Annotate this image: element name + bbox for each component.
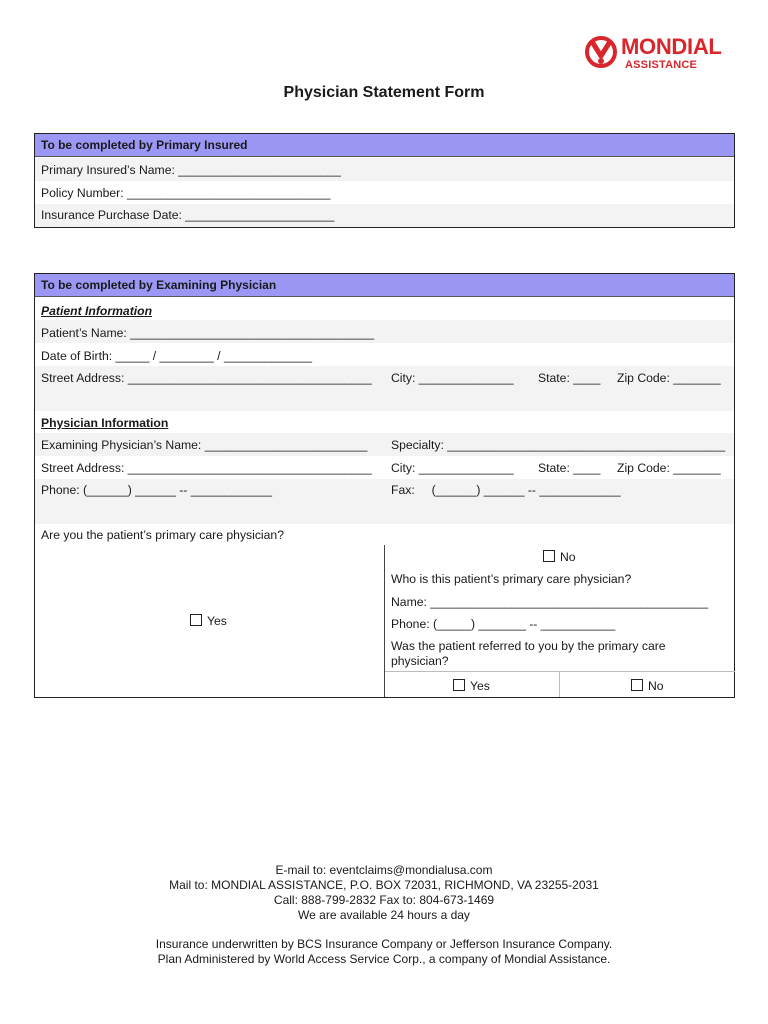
policy-number-field[interactable]: Policy Number: ______________________________ [41, 186, 331, 200]
footer-hours: We are available 24 hours a day [298, 908, 470, 922]
footer-underwritten: Insurance underwritten by BCS Insurance Company or Jefferson Insurance Company. [155, 937, 613, 951]
patient-zip-field[interactable]: Zip Code: _______ [617, 371, 721, 385]
primary-care-yes-label: Yes [207, 614, 227, 628]
pcp-phone-field[interactable]: Phone: (_____) _______ -- ___________ [391, 617, 616, 631]
patient-name-field[interactable]: Patient’s Name: ____________________________________ [41, 326, 375, 340]
examining-physician-section [34, 273, 735, 698]
referred-no-label: No [648, 679, 664, 693]
brand-sub: ASSISTANCE [625, 59, 698, 71]
pcp-who-question: Who is this patient’s primary care physician? [391, 572, 632, 586]
primary-care-question: Are you the patient’s primary care physician? [41, 528, 284, 542]
insurance-purchase-date-field[interactable]: Insurance Purchase Date: ______________________ [41, 208, 335, 222]
patient-state-field[interactable]: State: ____ [538, 371, 601, 385]
primary-care-no-label: No [560, 550, 576, 564]
primary-insured-name-field[interactable]: Primary Insured’s Name: ________________________ [41, 163, 341, 177]
primary-insured-header: To be completed by Primary Insured [35, 134, 734, 157]
footer-administered: Plan Administered by World Access Service Corp., a company of Mondial Assistance. [157, 952, 611, 966]
physician-zip-field[interactable]: Zip Code: _______ [617, 461, 721, 475]
referred-yes-label: Yes [470, 679, 490, 693]
footer-call: Call: 888-799-2832 Fax to: 804-673-1469 [273, 893, 495, 907]
mondial-logo [583, 32, 733, 80]
physician-state-field[interactable]: State: ____ [538, 461, 601, 475]
physician-fax-field[interactable]: Fax: (______) ______ -- ____________ [391, 483, 621, 497]
patient-street-field[interactable]: Street Address: ____________________________________ [41, 371, 372, 385]
footer-mail: Mail to: MONDIAL ASSISTANCE, P.O. BOX 72031, RICHMOND, VA 23255-2031 [169, 878, 599, 892]
referral-row-line [385, 671, 735, 672]
patient-city-field[interactable]: City: ______________ [391, 371, 514, 385]
physician-street-field[interactable]: Street Address: ____________________________________ [41, 461, 372, 475]
physician-city-field[interactable]: City: ______________ [391, 461, 514, 475]
form-title: Physician Statement Form [283, 84, 485, 101]
examining-physician-header: To be completed by Examining Physician [35, 274, 734, 297]
referred-no-checkbox[interactable] [631, 679, 643, 691]
physician-info-title: Physician Information [41, 416, 169, 430]
primary-insured-section [34, 133, 735, 228]
mondial-logo-icon [583, 34, 619, 70]
patient-info-title: Patient Information [41, 304, 153, 318]
primary-care-yes-checkbox[interactable] [190, 614, 202, 626]
referred-yes-checkbox[interactable] [453, 679, 465, 691]
primary-care-no-checkbox[interactable] [543, 550, 555, 562]
examining-physician-name-field[interactable]: Examining Physician’s Name: ________________________ [41, 438, 368, 452]
column-divider [384, 545, 385, 697]
referral-divider [559, 672, 560, 697]
date-of-birth-field[interactable]: Date of Birth: _____ / ________ / _____________ [41, 349, 313, 363]
pcp-name-field[interactable]: Name: _________________________________________ [391, 595, 709, 609]
footer-email: E-mail to: eventclaims@mondialusa.com [275, 863, 493, 877]
specialty-field[interactable]: Specialty: _________________________________________ [391, 438, 726, 452]
brand-name: MONDIAL [621, 34, 722, 59]
physician-phone-field[interactable]: Phone: (______) ______ -- ____________ [41, 483, 273, 497]
referred-question: Was the patient referred to you by the primary care physician? [391, 639, 666, 668]
